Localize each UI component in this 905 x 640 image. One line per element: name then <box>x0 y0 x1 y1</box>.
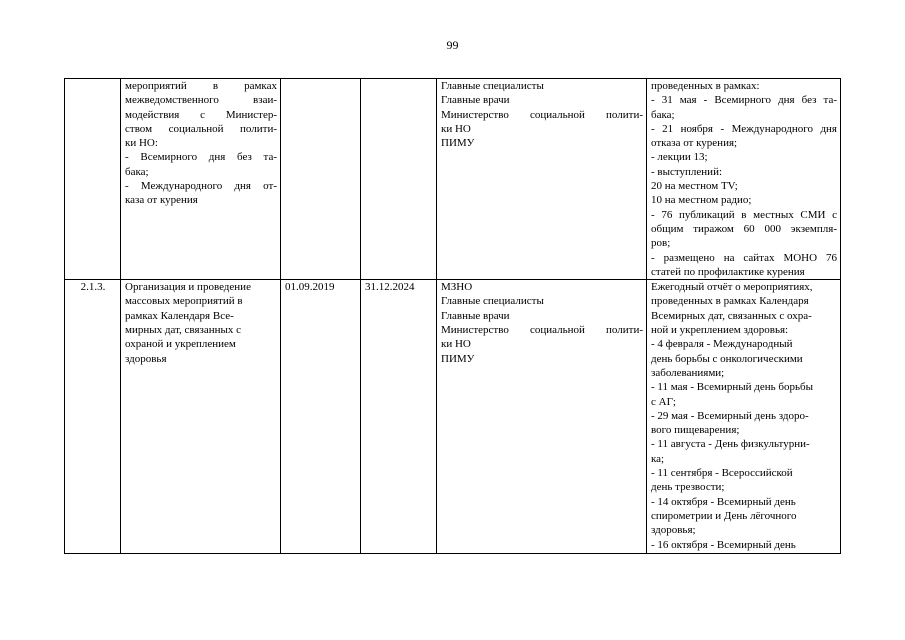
result-cell: Ежегодный отчёт о мероприятиях, проведенных в рамках Календаря Всемирных дат, связанных с охра- ной и укреплением здоровья: - 4 февраля - Международный день борьбы с онкологическими заболеваниями; - 11 мая - Всемирный день борьбы с АГ; - 29 мая - Всемирный день здоро- вого пищеварения; - 11 августа - День физкультурни- ка; - 11 сентября - Всероссийской день трезвости; - 14 октября - Всемирный день спирометрии и День лёгочного здоровья; - 16 октября - Всемирный день <box>647 280 841 554</box>
start-date-cell: 01.09.2019 <box>281 280 361 554</box>
page-number: 99 <box>446 38 459 52</box>
end-date-cell <box>361 79 437 280</box>
start-date-cell <box>281 79 361 280</box>
table-row <box>65 280 841 554</box>
responsible-cell: МЗНО Главные специалисты Главные врачи Министерство социальной полити- ки НО ПИМУ <box>437 280 647 554</box>
result-cell: проведенных в рамках: - 31 мая - Всемирного дня без та- бака; - 21 ноября - Международного дня отказа от курения; - лекции 13; - выступлений: 20 на местном TV; 10 на местном радио; - 76 публикаций в местных СМИ с общим тиражом 60 000 экземпля- ров; - размещено на сайтах МОНО 76 статей по профилактике курения <box>647 79 841 280</box>
table-row <box>65 79 841 280</box>
row-number-cell <box>65 79 121 280</box>
event-cell: мероприятий в рамках межведомственного взаи- модействия с Министер- ством социальной полити- ки НО: - Всемирного дня без та- бака; - Международного дня от- каза от курения <box>121 79 281 280</box>
plan-table <box>64 78 841 554</box>
end-date-cell: 31.12.2024 <box>361 280 437 554</box>
responsible-cell: Главные специалисты Главные врачи Министерство социальной полити- ки НО ПИМУ <box>437 79 647 280</box>
event-cell: Организация и проведение массовых мероприятий в рамках Календаря Все- мирных дат, связанных с охраной и укреплением здоровья <box>121 280 281 554</box>
row-number-cell: 2.1.3. <box>65 280 121 554</box>
